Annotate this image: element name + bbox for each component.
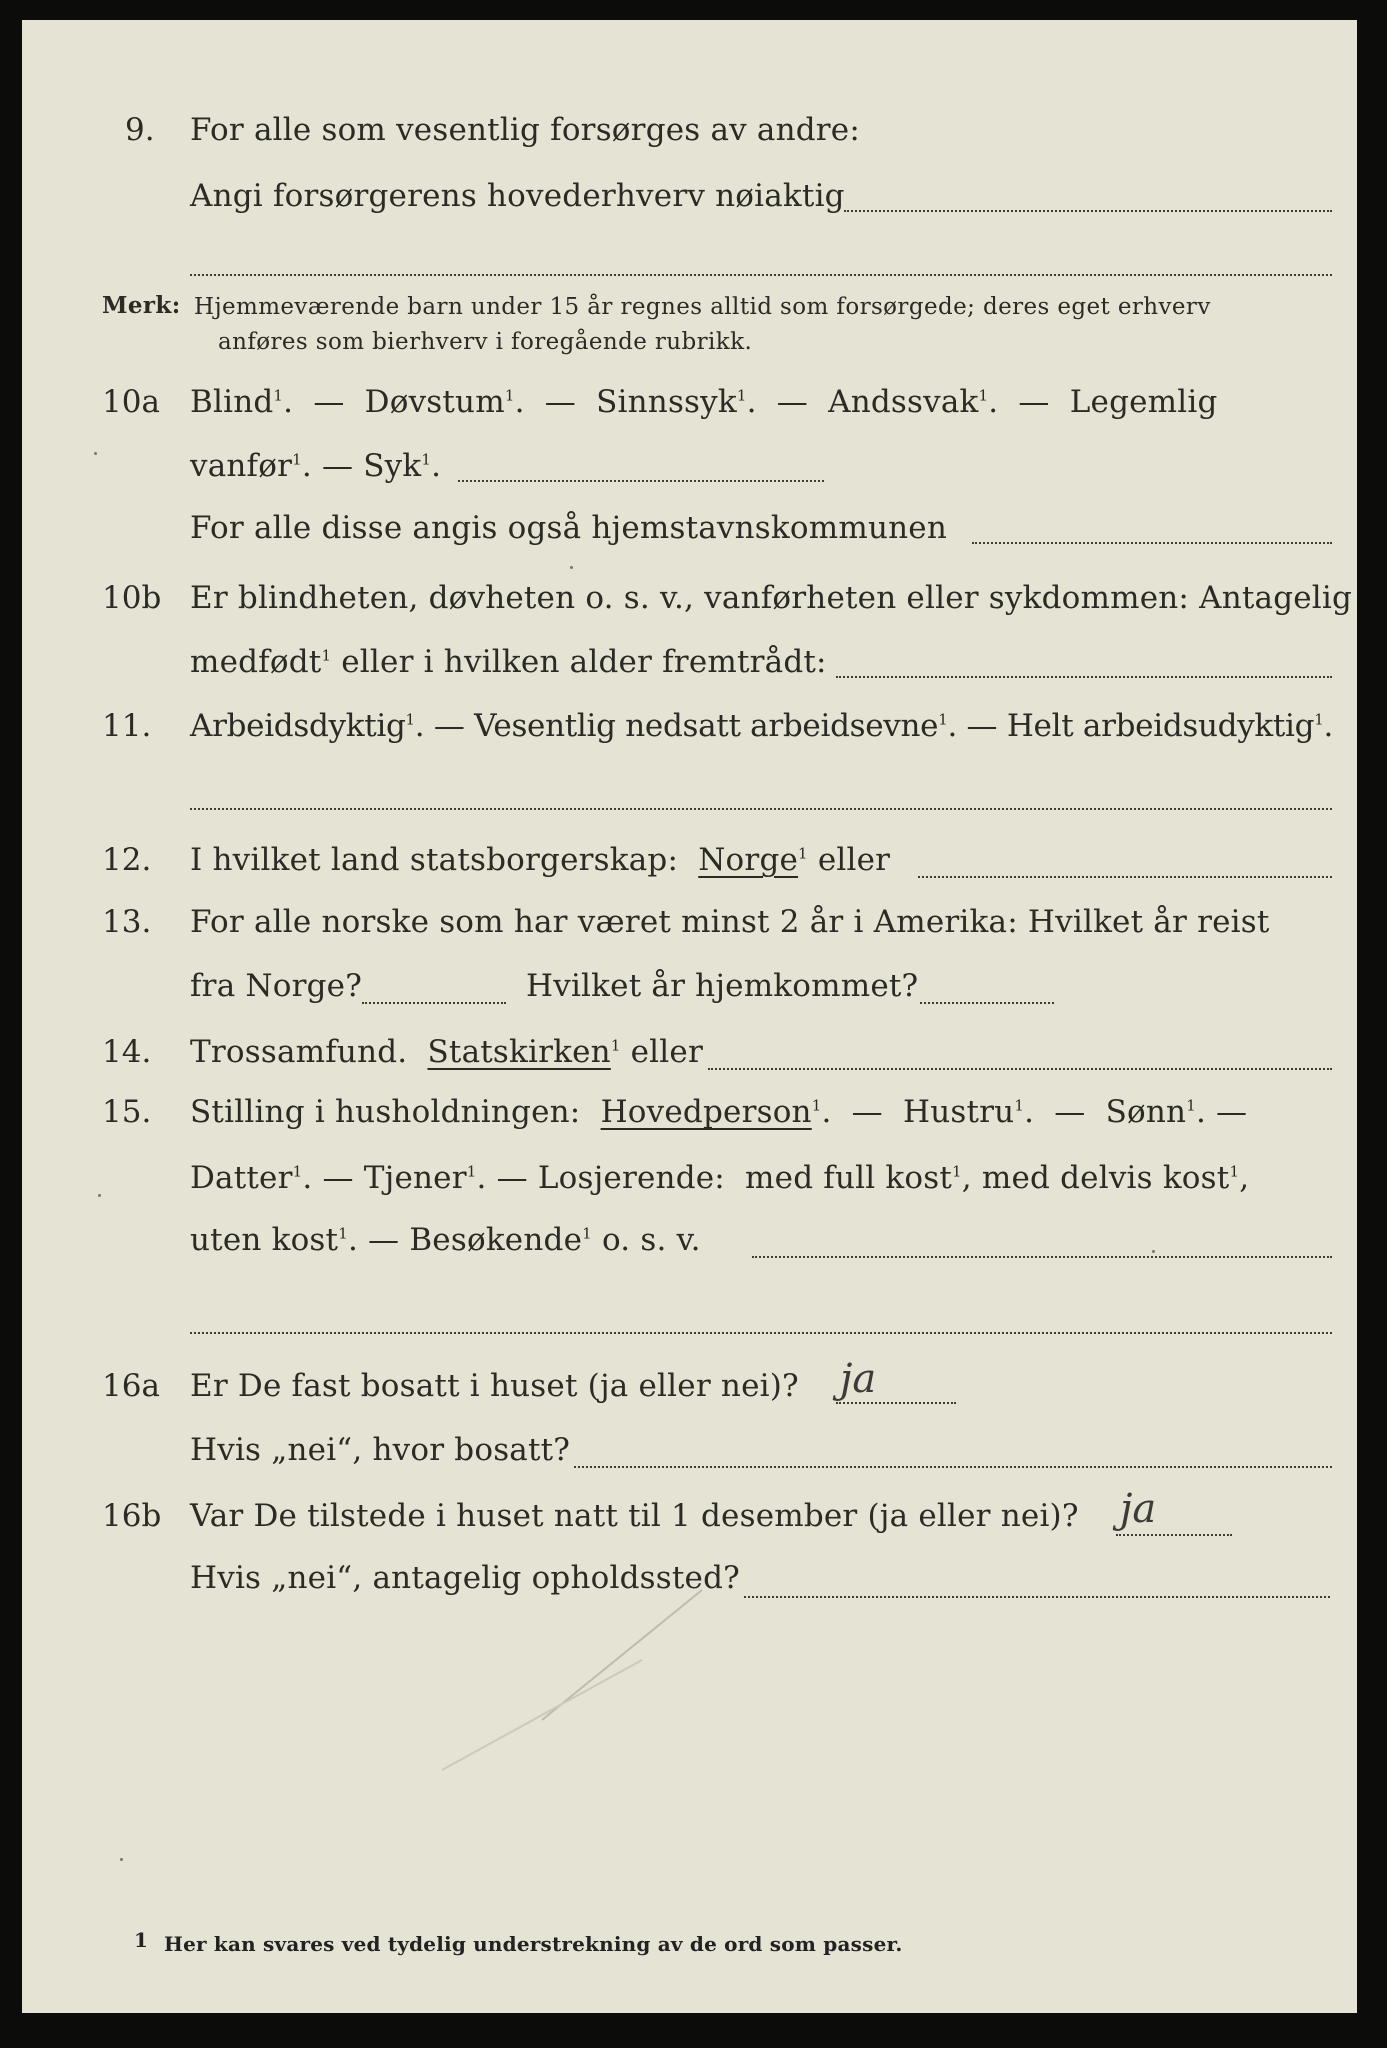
answer-line-12	[918, 876, 1332, 878]
item-10b-line2: medfødt$^1$ eller i hvilken alder fremtrådt:	[190, 644, 827, 680]
answer-line-11	[190, 808, 1332, 810]
item-9-line1: For alle som vesentlig forsørges av andre:	[190, 112, 860, 148]
item-16b-handwritten-answer: ja	[1120, 1486, 1157, 1532]
med-full-kost-option: med full kost	[745, 1160, 953, 1196]
item-16b-number: 16b	[102, 1498, 162, 1534]
item-16b-line2: Hvis „nei“, antagelig opholdssted?	[190, 1560, 740, 1596]
answer-line-15b	[190, 1332, 1332, 1334]
item-15-line2: Datter$^1$. — Tjener$^1$. — Losjerende: med full kost$^1$, med delvis kost$^1$,	[190, 1160, 1250, 1196]
norge-option: Norge	[698, 842, 799, 878]
answer-line-16a-2	[574, 1466, 1332, 1468]
dovstum-option: Døvstum	[364, 384, 505, 420]
item-15-line3: uten kost$^1$. — Besøkende$^1$ o. s. v.	[190, 1222, 701, 1258]
syk-option: Syk	[363, 448, 422, 484]
medfodt-option: medfødt	[190, 644, 322, 680]
census-form-page	[22, 20, 1357, 2013]
andssvak-option: Andssvak	[828, 384, 979, 420]
item-15-number: 15.	[102, 1094, 152, 1130]
item-13-number: 13.	[102, 904, 152, 940]
statskirken-option: Statskirken	[427, 1034, 611, 1070]
answer-line-10a-2	[972, 542, 1332, 544]
item-15-line1: Stilling i husholdningen: Hovedperson$^1$. — Hustru$^1$. — Sønn$^1$. —	[190, 1094, 1248, 1130]
item-10b-number: 10b	[102, 580, 162, 616]
vanfor-option: vanfør	[190, 448, 293, 484]
blind-option: Blind	[190, 384, 274, 420]
sinnssyk-option: Sinnssyk	[596, 384, 737, 420]
item-15-stilling: Stilling i husholdningen:	[190, 1094, 581, 1130]
answer-line-16b-2	[744, 1596, 1330, 1598]
answer-line-10b	[836, 676, 1332, 678]
item-13-hjemkommet: Hvilket år hjemkommet?	[526, 968, 919, 1004]
tjener-option: Tjener	[363, 1160, 467, 1196]
answer-line-15a	[752, 1256, 1332, 1258]
item-10a-line1: Blind$^1$. — Døvstum$^1$. — Sinnssyk$^1$. — Andssvak$^1$. — Legemlig	[190, 384, 1218, 420]
hustru-option: Hustru	[902, 1094, 1015, 1130]
item-12-line1: I hvilket land statsborgerskap: Norge$^1$ eller	[190, 842, 891, 878]
med-delvis-kost-option: med delvis kost	[981, 1160, 1230, 1196]
item-13-line1: For alle norske som har været minst 2 år i Amerika: Hvilket år reist	[190, 904, 1270, 940]
item-9-line2: Angi forsørgerens hovederhverv nøiaktig	[190, 178, 845, 214]
item-14-number: 14.	[102, 1034, 152, 1070]
vesentlig-nedsatt-option: Vesentlig nedsatt arbeidsevne	[474, 708, 939, 744]
answer-line-13a	[362, 1002, 506, 1004]
answer-line-10a-1	[458, 480, 824, 482]
answer-line-16b-1	[1116, 1534, 1232, 1536]
legemlig-option: Legemlig	[1069, 384, 1218, 420]
merk-label: Merk:	[102, 292, 181, 319]
item-11-number: 11.	[102, 708, 152, 744]
item-16a-number: 16a	[102, 1368, 160, 1404]
answer-line-9a	[844, 210, 1332, 212]
besokende-option: Besøkende	[409, 1222, 583, 1258]
item-14-text: Trossamfund.	[190, 1034, 408, 1070]
pencil-stroke	[422, 1580, 722, 1780]
item-10a-line3: For alle disse angis også hjemstavnskommunen	[190, 510, 947, 546]
item-10a-number: 10a	[102, 384, 160, 420]
uten-kost-option: uten kost	[190, 1222, 339, 1258]
item-12-number: 12.	[102, 842, 152, 878]
datter-option: Datter	[190, 1160, 293, 1196]
answer-line-9b	[190, 274, 1332, 276]
item-13-fra-norge: fra Norge?	[190, 968, 363, 1004]
merk-line2: anføres som bierhverv i foregående rubrikk.	[218, 329, 753, 355]
helt-udyktig-option: Helt arbeidsudyktig	[1006, 708, 1315, 744]
item-16a-line1: Er De fast bosatt i huset (ja eller nei)?	[190, 1368, 799, 1404]
footnote-marker: 1	[134, 1928, 149, 1952]
item-9-number: 9.	[125, 112, 155, 148]
sonn-option: Sønn	[1105, 1094, 1187, 1130]
item-14-eller: eller	[630, 1034, 703, 1070]
item-10b-line2-rest: eller i hvilken alder fremtrådt:	[341, 644, 827, 680]
answer-line-14	[708, 1068, 1332, 1070]
merk-line1: Hjemmeværende barn under 15 år regnes alltid som forsørgede; deres eget erhverv	[194, 294, 1211, 320]
losjerende-label: Losjerende:	[537, 1160, 725, 1196]
arbeidsdyktig-option: Arbeidsdyktig	[190, 708, 406, 744]
item-16a-handwritten-answer: ja	[840, 1356, 877, 1402]
answer-line-13b	[920, 1002, 1054, 1004]
item-10a-line2: vanfør$^1$. — Syk$^1$.	[190, 448, 442, 484]
item-12-eller: eller	[817, 842, 891, 878]
item-12-text: I hvilket land statsborgerskap:	[190, 842, 679, 878]
item-16a-line2: Hvis „nei“, hvor bosatt?	[190, 1432, 571, 1468]
item-11-line1: Arbeidsdyktig$^1$. — Vesentlig nedsatt arbeidsevne$^1$. — Helt arbeidsudyktig$^1$.	[190, 708, 1334, 744]
answer-line-16a-1	[836, 1402, 956, 1404]
item-10b-line1: Er blindheten, døvheten o. s. v., vanførheten eller sykdommen: Antagelig	[190, 580, 1353, 616]
hovedperson-option: Hovedperson	[600, 1094, 812, 1130]
footnote-text: Her kan svares ved tydelig understrekning av de ord som passer.	[164, 1932, 903, 1956]
item-16b-line1: Var De tilstede i huset natt til 1 desember (ja eller nei)?	[190, 1498, 1079, 1534]
osv-text: o. s. v.	[601, 1222, 701, 1258]
item-14-line1: Trossamfund. Statskirken$^1$ eller	[190, 1034, 703, 1070]
